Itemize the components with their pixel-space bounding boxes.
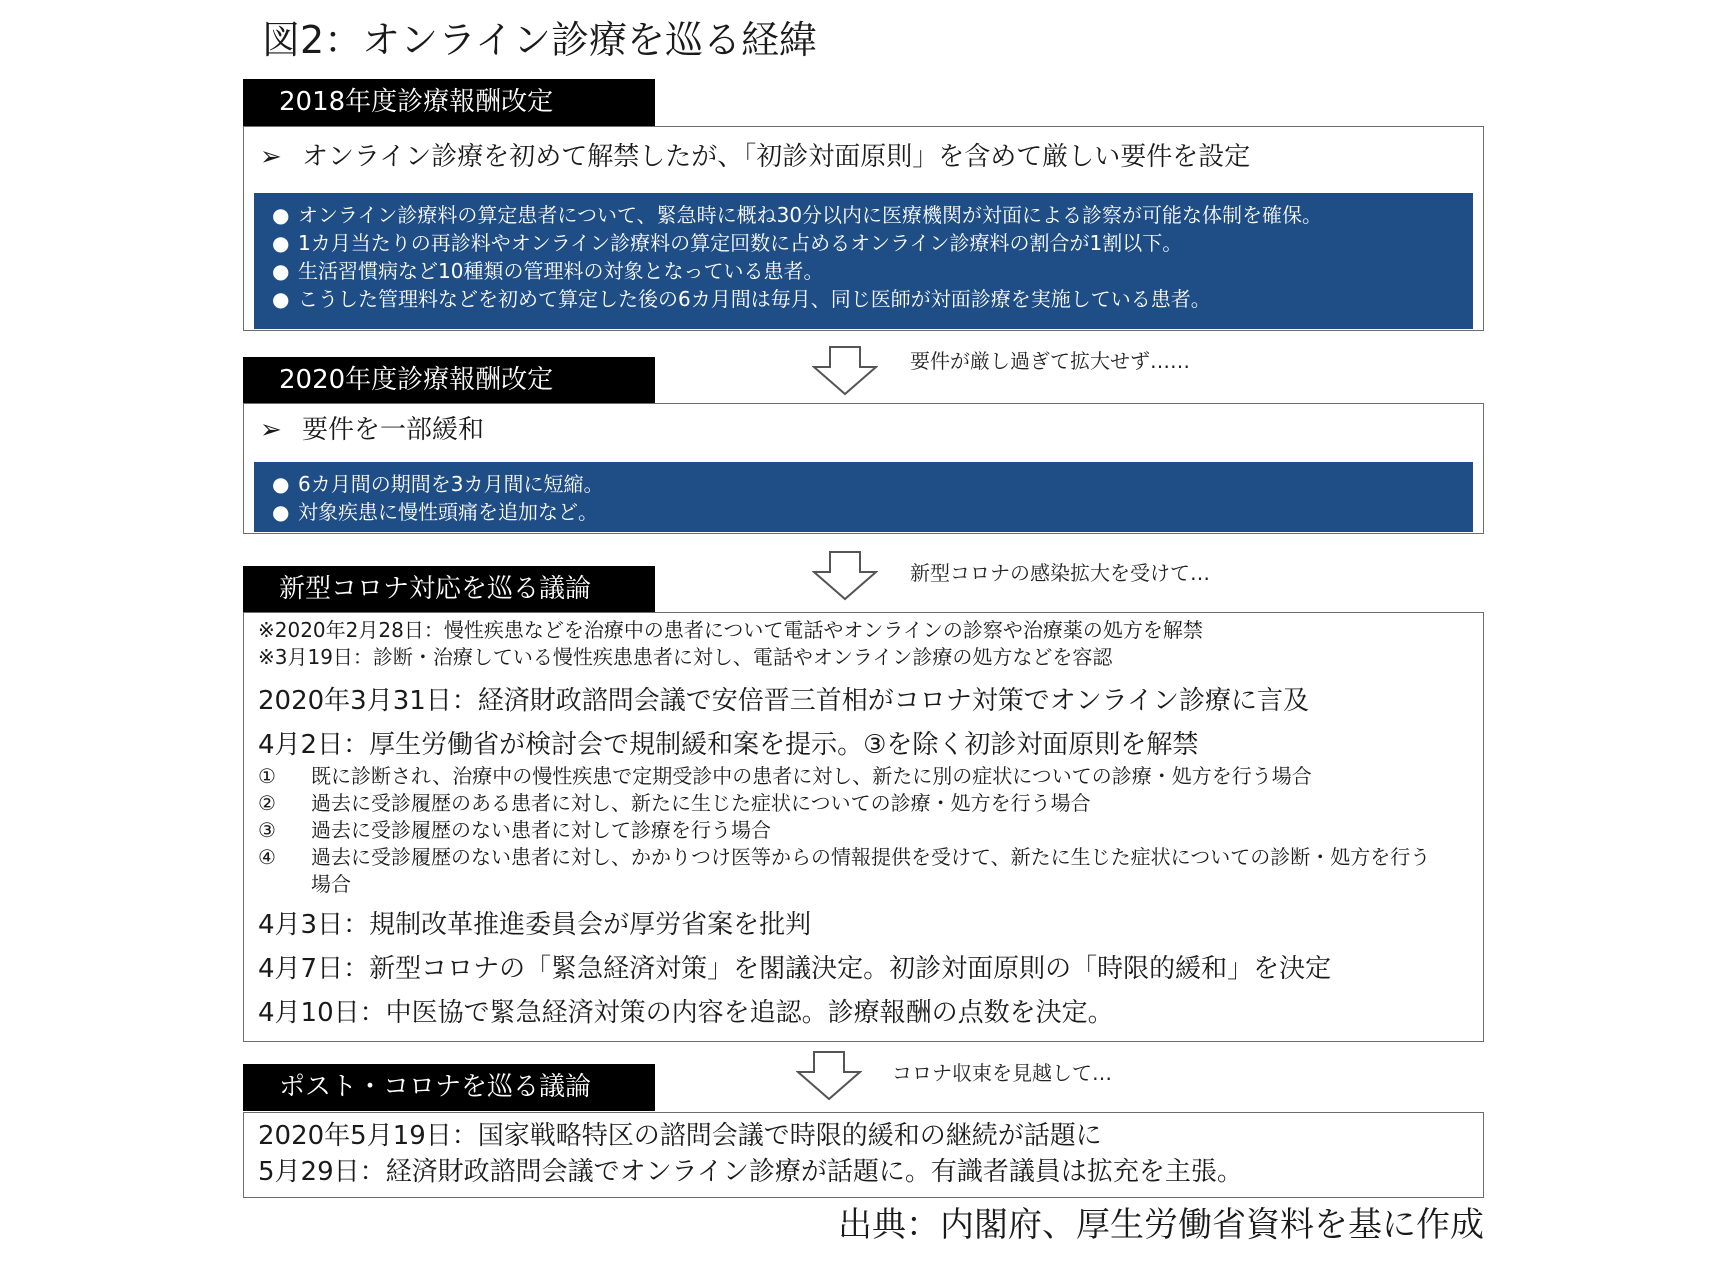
relaxation-cases-list: [258, 763, 1448, 898]
list-item: ● オンライン診療料の算定患者について、緊急時に概ね30分以内に医療機関が対面による診察が可能な体制を確保。: [272, 203, 1323, 227]
event-apr3: 4月3日：規制改革推進委員会が厚労省案を批判: [258, 910, 812, 940]
list-item: ③ 過去に受診履歴のない患者に対して診療を行う場合: [258, 818, 771, 842]
covid-notes: [258, 617, 1203, 671]
bullet-dot-icon: ●: [272, 500, 290, 524]
bullet-dot-icon: ●: [272, 203, 290, 227]
event-may29: 5月29日：経済財政諮問会議でオンライン診療が話題に。有識者議員は拡充を主張。: [258, 1157, 1243, 1187]
bullet-dot-icon: ●: [272, 472, 290, 496]
down-arrow-icon: [812, 345, 878, 397]
section-post-covid-box: [243, 1112, 1484, 1198]
section-covid-box: [243, 612, 1484, 1042]
section-2020-changes-panel: [254, 462, 1473, 532]
event-apr2: 4月2日：厚生労働省が検討会で規制緩和案を提示。③を除く初診対面原則を解禁: [258, 730, 1199, 760]
source-credit: 出典：内閣府、厚生労働省資料を基に作成: [838, 1205, 1484, 1245]
section-2018-tab: 2018年度診療報酬改定: [243, 79, 655, 126]
list-item: ● 生活習慣病など10種類の管理料の対象となっている患者。: [272, 259, 824, 283]
list-item: ● 対象疾患に慢性頭痛を追加など。: [272, 500, 598, 524]
section-2020-box: [243, 403, 1484, 534]
transition-note: コロナ収束を見越して…: [892, 1061, 1112, 1085]
arrowhead-bullet-icon: ➢: [260, 142, 282, 172]
list-item: ④ 過去に受診履歴のない患者に対し、かかりつけ医等からの情報提供を受けて、新たに生じた症状についての診断・処方を行う場合: [258, 845, 1431, 896]
event-apr10: 4月10日：中医協で緊急経済対策の内容を追認。診療報酬の点数を決定。: [258, 998, 1114, 1028]
list-item: ② 過去に受診履歴のある患者に対し、新たに生じた症状についての診療・処方を行う場合: [258, 791, 1091, 815]
lead-text: 要件を一部緩和: [302, 415, 485, 445]
section-2018-box: [243, 126, 1484, 331]
list-item: ● こうした管理料などを初めて算定した後の6カ月間は毎月、同じ医師が対面診療を実施している患者。: [272, 287, 1211, 311]
section-post-covid-tab: ポスト・コロナを巡る議論: [243, 1064, 655, 1111]
list-item: ● 6カ月間の期間を3カ月間に短縮。: [272, 472, 604, 496]
bullet-dot-icon: ●: [272, 259, 290, 283]
down-arrow-icon: [796, 1050, 862, 1102]
transition-note: 新型コロナの感染拡大を受けて…: [910, 561, 1210, 585]
note-line: ※3月19日：診断・治療している慢性疾患患者に対し、電話やオンライン診療の処方などを容認: [258, 645, 1113, 669]
list-item: ● 1カ月当たりの再診料やオンライン診療料の算定回数に占めるオンライン診療料の割合が1割以下。: [272, 231, 1183, 255]
section-2020-lead: [260, 410, 484, 450]
event-may19: 2020年5月19日：国家戦略特区の諮問会議で時限的緩和の継続が話題に: [258, 1121, 1102, 1151]
list-item: ① 既に診断され、治療中の慢性疾患で定期受診中の患者に対し、新たに別の症状についての診療・処方を行う場合: [258, 764, 1312, 788]
section-2018-lead: [260, 137, 1250, 177]
section-covid-tab: 新型コロナ対応を巡る議論: [243, 566, 655, 613]
bullet-dot-icon: ●: [272, 231, 290, 255]
lead-text: オンライン診療を初めて解禁したが、「初診対面原則」を含めて厳しい要件を設定: [302, 142, 1251, 172]
arrowhead-bullet-icon: ➢: [260, 415, 282, 445]
down-arrow-icon: [812, 550, 878, 602]
section-2018-requirements-panel: [254, 193, 1473, 329]
event-mar31: 2020年3月31日：経済財政諮問会議で安倍晋三首相がコロナ対策でオンライン診療に言及: [258, 686, 1310, 716]
event-apr7: 4月7日：新型コロナの「緊急経済対策」を閣議決定。初診対面原則の「時限的緩和」を決定: [258, 954, 1332, 984]
section-2020-tab: 2020年度診療報酬改定: [243, 357, 655, 404]
note-line: ※2020年2月28日：慢性疾患などを治療中の患者について電話やオンラインの診察や治療薬の処方を解禁: [258, 618, 1203, 642]
figure-title: 図2：オンライン診療を巡る経緯: [262, 18, 818, 62]
bullet-dot-icon: ●: [272, 287, 290, 311]
transition-note: 要件が厳し過ぎて拡大せず……: [910, 349, 1190, 373]
